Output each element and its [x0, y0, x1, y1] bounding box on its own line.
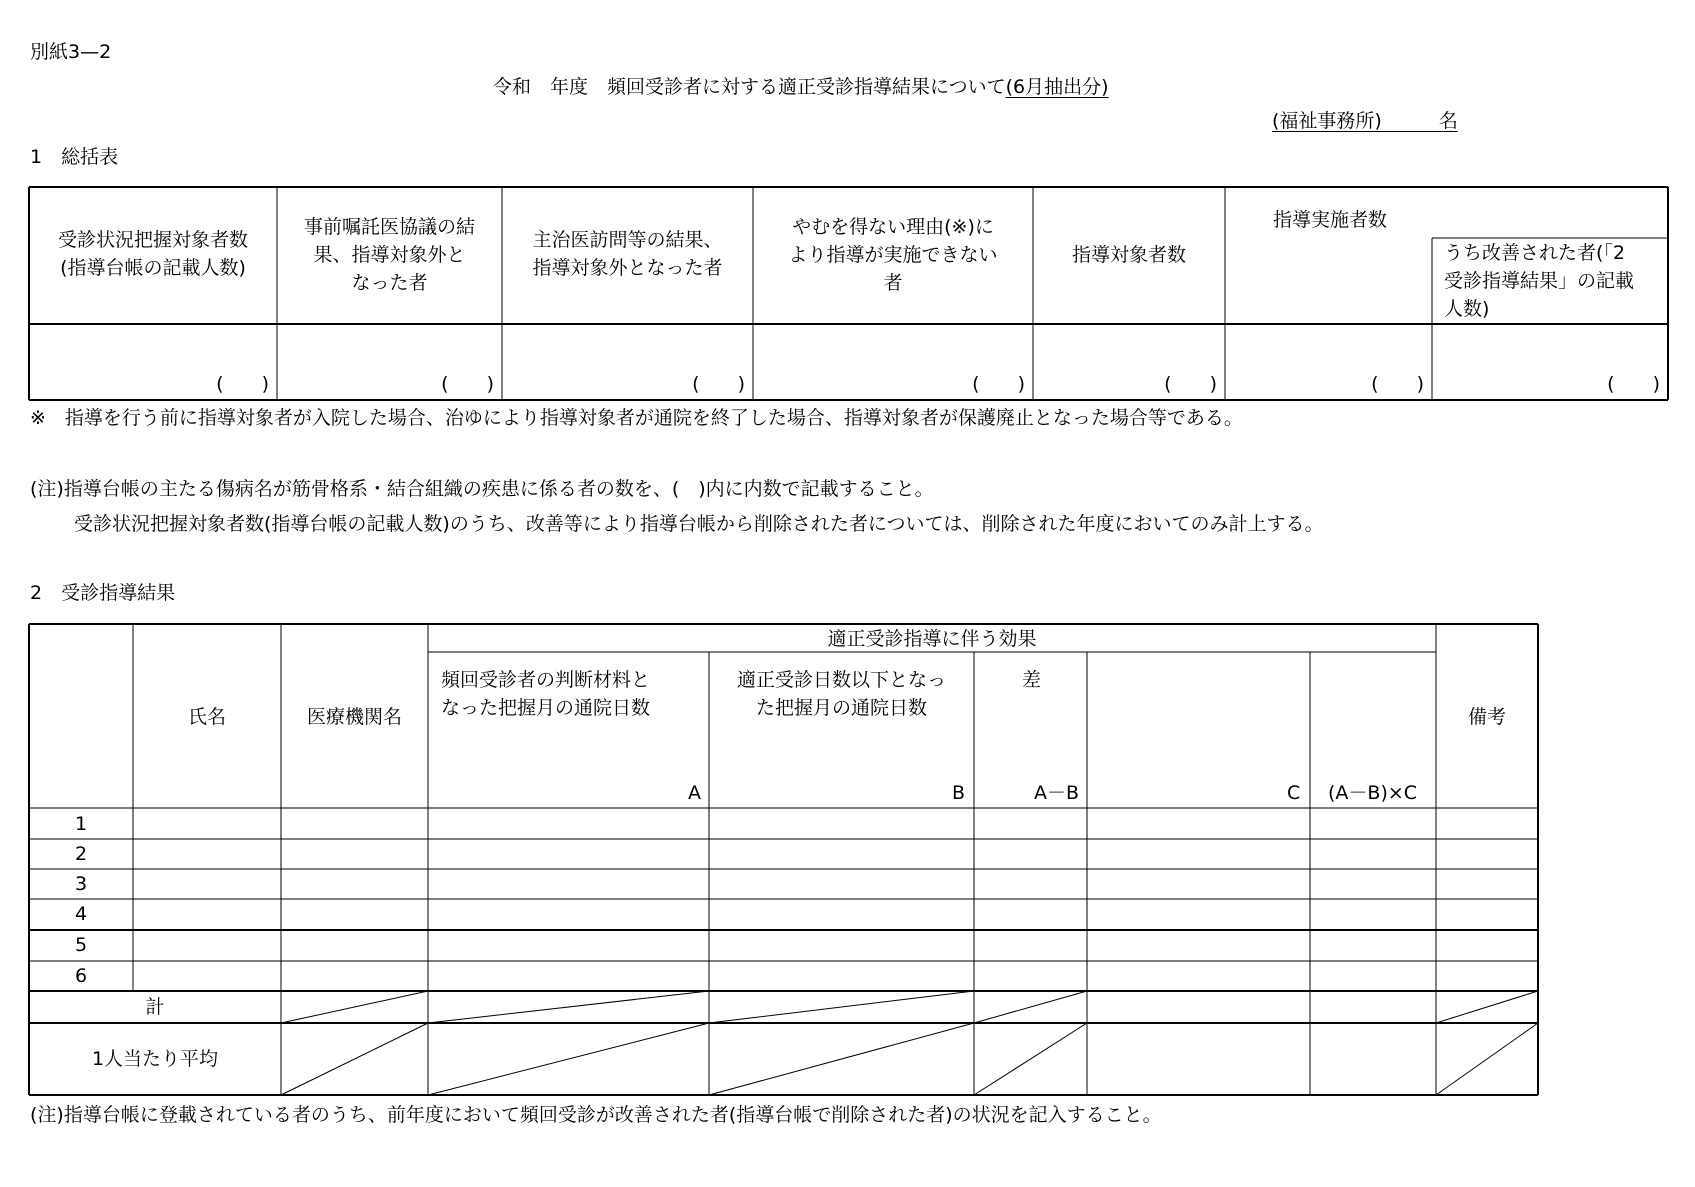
header-effect-group: 適正受診指導に伴う効果	[827, 628, 1037, 650]
header-improved: うち改善された者(「2 受診指導結果」の記載 人数)	[1444, 242, 1635, 320]
diagonal-strike	[428, 991, 709, 1023]
footnote-unavoidable: ※ 指導を行う前に指導対象者が入院した場合、治ゆにより指導対象者が通院を終了した場合、指導対象者が保護廃止となった場合等である。	[30, 407, 1243, 429]
header-guidance-done: 指導実施者数	[1272, 209, 1387, 231]
header-key-c: C	[1287, 782, 1301, 804]
header-guidance-target: 指導対象者数	[1071, 244, 1186, 266]
diagonal-strike	[1436, 991, 1538, 1023]
header-target-count: 受診状況把握対象者数 (指導台帳の記載人数)	[57, 229, 248, 279]
average-row-label: 1人当たり平均	[91, 1048, 219, 1070]
row-number: 6	[74, 965, 88, 987]
row-number: 3	[74, 873, 88, 895]
title-suffix: (6月抽出分)	[1005, 76, 1109, 98]
row-number: 4	[74, 903, 88, 925]
row-number: 2	[74, 843, 88, 865]
diagonal-strike	[281, 991, 428, 1023]
diagonal-strike	[281, 1023, 428, 1095]
cell-unavoidable[interactable]: ( )	[972, 373, 1025, 395]
section1-heading: 1 総括表	[30, 146, 119, 168]
header-key-b: B	[952, 782, 966, 804]
header-key-a-minus-b: A－B	[1034, 782, 1080, 804]
header-key-product: (A－B)×C	[1328, 782, 1418, 804]
header-diff: 差	[1022, 669, 1042, 691]
header-excluded-consult: 事前嘱託医協議の結 果、指導対象外と なった者	[303, 216, 475, 294]
cell-excluded-visit[interactable]: ( )	[692, 373, 745, 395]
note-musculoskeletal: (注)指導台帳の主たる傷病名が筋骨格系・結合組織の疾患に係る者の数を、( )内に内数で記載すること。	[30, 478, 934, 500]
note-deleted-count: 受診状況把握対象者数(指導台帳の記載人数)のうち、改善等により指導台帳から削除された者については、削除された年度においてのみ計上する。	[74, 513, 1324, 535]
page-title	[493, 73, 1109, 101]
office-name-field: (福祉事務所) 名	[1272, 110, 1458, 132]
note-previous-year: (注)指導台帳に登載されている者のうち、前年度において頻回受診が改善された者(指導台帳で削除された者)の状況を記入すること。	[30, 1104, 1162, 1126]
section2-heading: 2 受診指導結果	[30, 582, 176, 604]
diagonal-strike	[709, 991, 974, 1023]
cell-guidance-target[interactable]: ( )	[1164, 373, 1217, 395]
header-excluded-visit: 主治医訪問等の結果、 指導対象外となった者	[532, 229, 723, 279]
header-days-after: 適正受診日数以下となっ た把握月の通院日数	[736, 669, 946, 719]
header-remarks: 備考	[1467, 706, 1506, 728]
diagonal-strike	[974, 991, 1087, 1023]
row-number: 1	[74, 813, 88, 835]
cell-guidance-done[interactable]: ( )	[1371, 373, 1424, 395]
header-name: 氏名	[187, 706, 226, 728]
header-days-before: 頻回受診者の判断材料と なった把握月の通院日数	[441, 669, 651, 719]
diagonal-strike	[974, 1023, 1087, 1095]
row-number: 5	[74, 934, 88, 956]
header-institution: 医療機関名	[306, 706, 402, 728]
diagonal-strike	[428, 1023, 709, 1095]
header-key-a: A	[688, 782, 701, 804]
header-unavoidable: やむを得ない理由(※)に より指導が実施できない 者	[788, 216, 998, 294]
attachment-label: 別紙3—2	[30, 41, 112, 63]
total-row-label: 計	[145, 996, 165, 1018]
cell-target-count[interactable]: ( )	[216, 373, 269, 395]
diagonal-strike	[1436, 1023, 1538, 1095]
title-main: 令和 年度 頻回受診者に対する適正受診指導結果について	[493, 76, 1006, 98]
cell-excluded-consult[interactable]: ( )	[441, 373, 494, 395]
diagonal-strike	[709, 1023, 974, 1095]
cell-improved[interactable]: ( )	[1607, 373, 1660, 395]
